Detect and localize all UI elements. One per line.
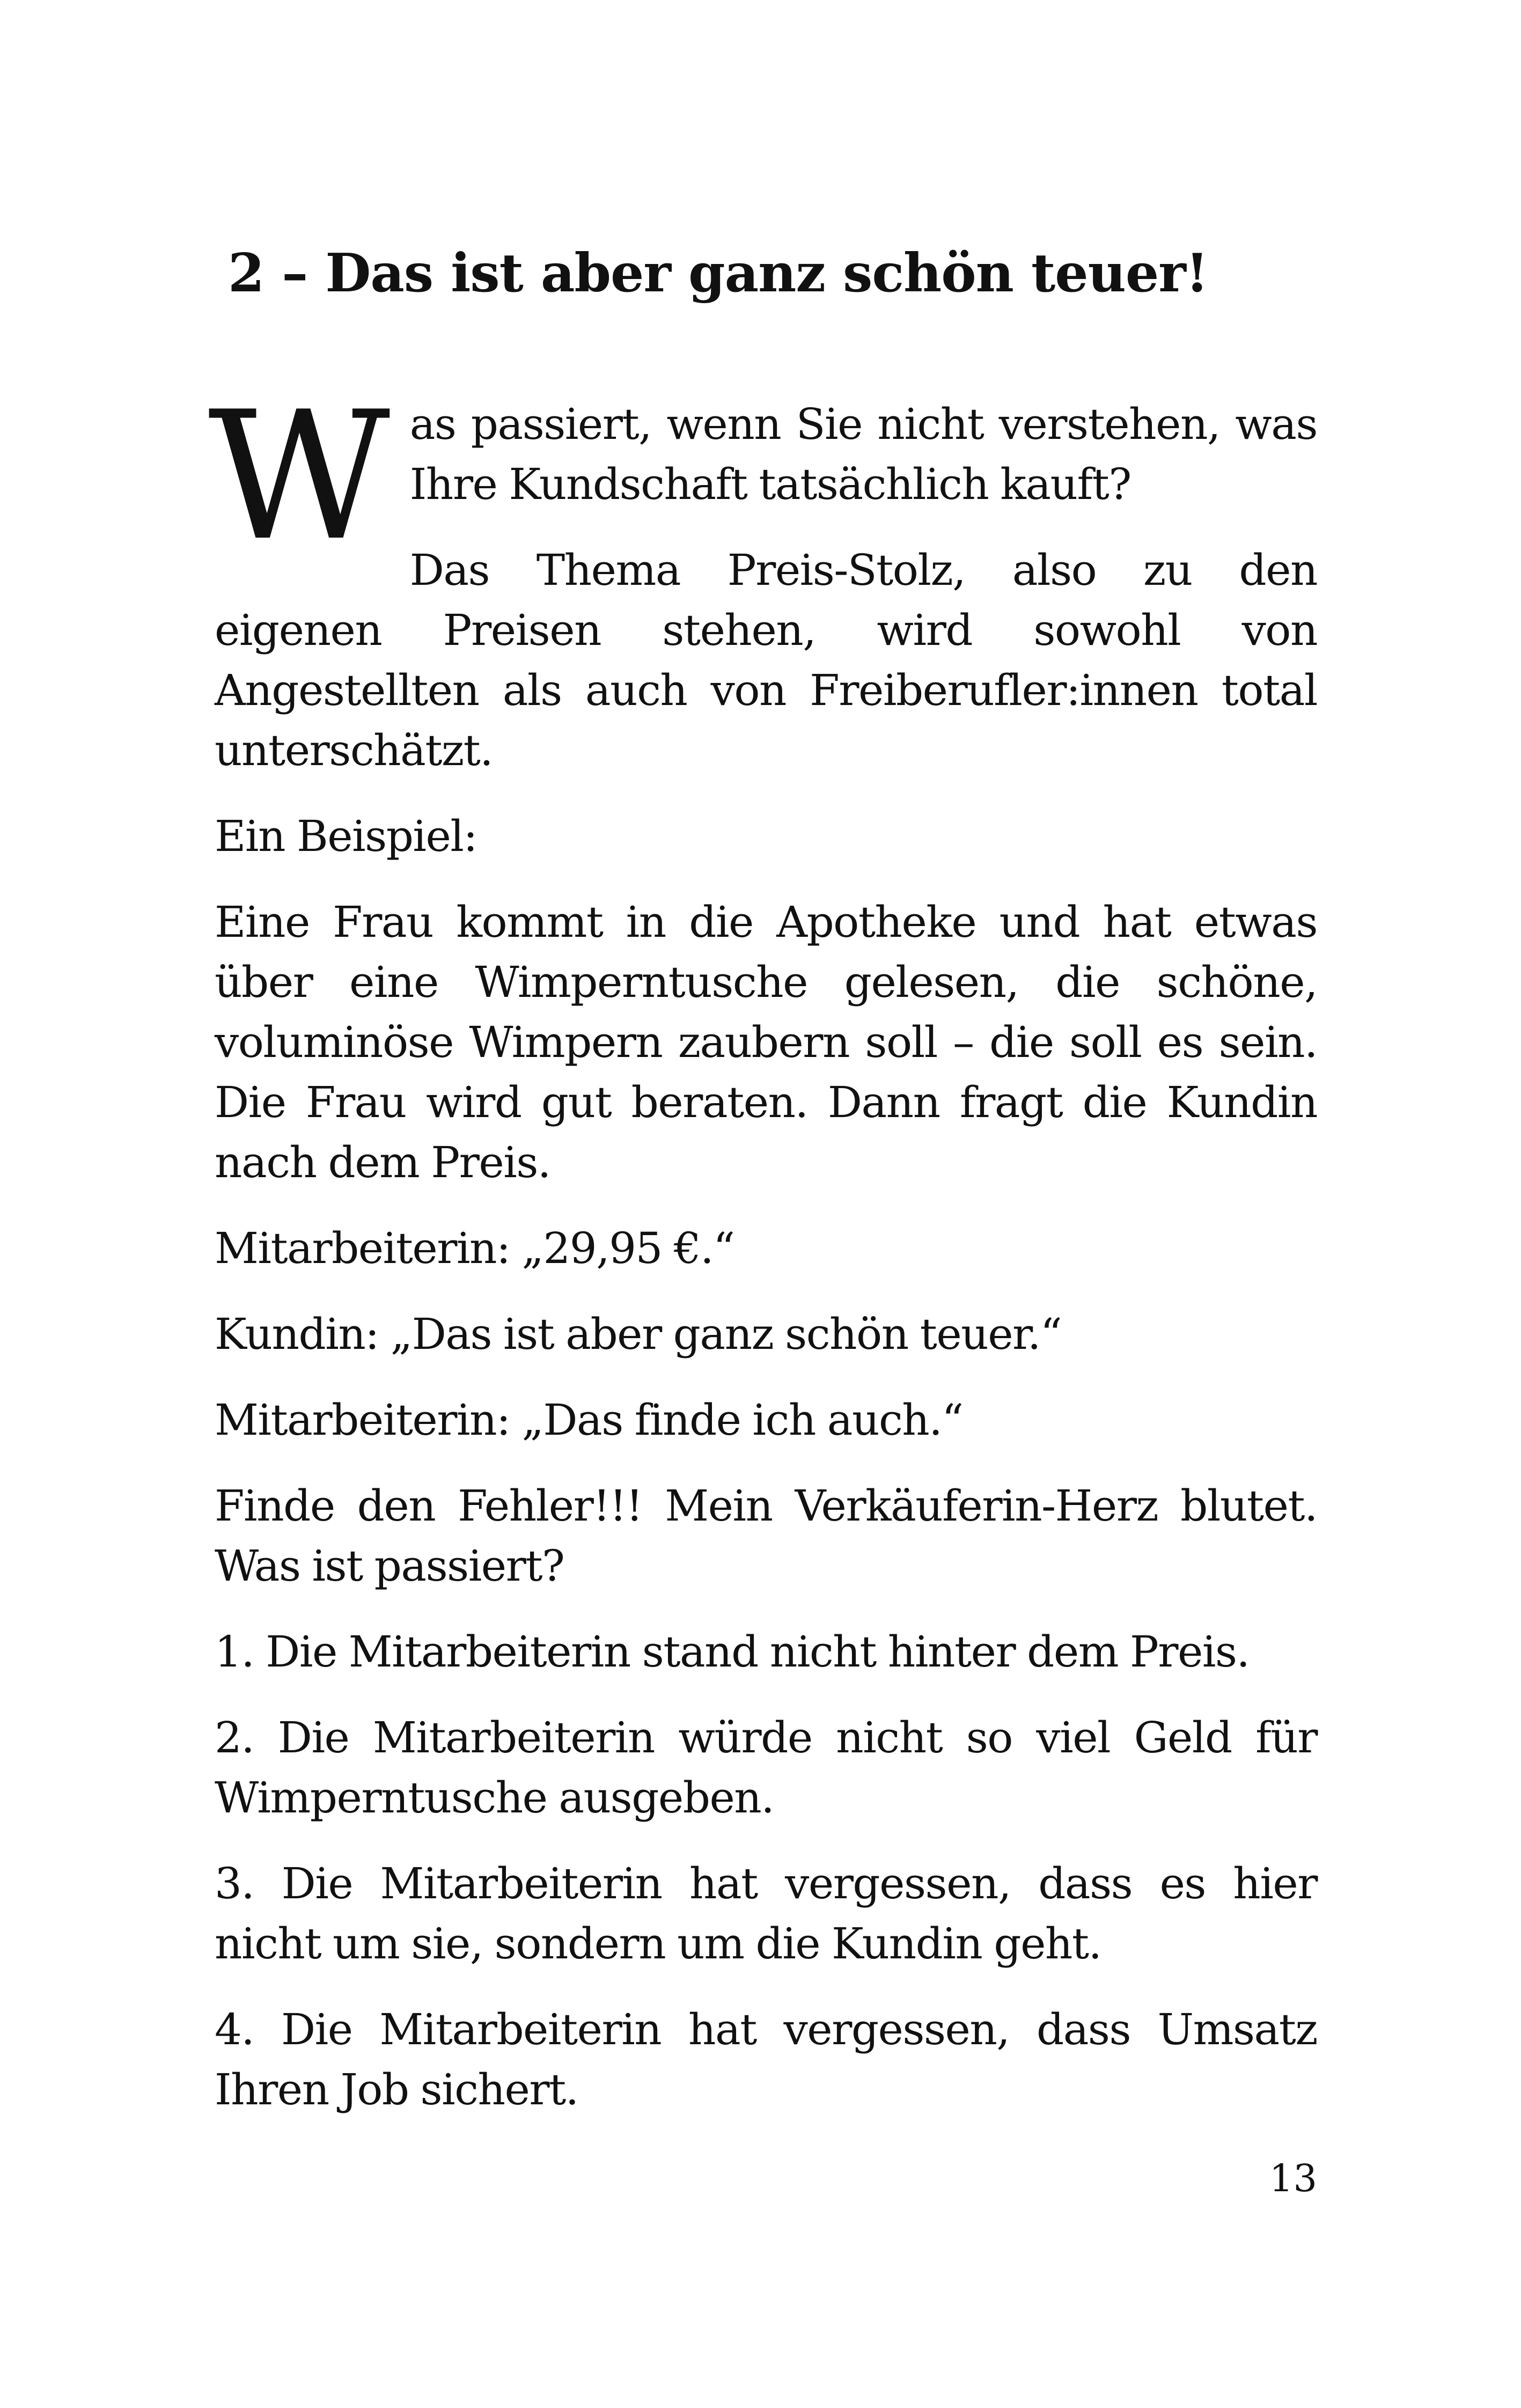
body-text (208, 373, 1317, 2146)
list-item-1: 1. Die Mitarbeiterin stand nicht hinter dem Preis. (215, 1627, 1250, 1677)
dialogue-line-employee-1: Mitarbeiterin: „29,95 €.“ (215, 1223, 734, 1273)
list-item-2: 2. Die Mitarbeiterin würde nicht so viel Geld für Wimperntusche ausgeben. (215, 1713, 1317, 1823)
dialogue-line-employee-2: Mitarbeiterin: „Das finde ich auch.“ (215, 1395, 963, 1445)
paragraph-example-story: Eine Frau kommt in die Apotheke und hat etwas über eine Wimperntusche gelesen, die schöne, voluminöse Wimpern zaubern soll – die soll es sein. Die Frau wird gut beraten. Dann fragt die Kundin nach dem Preis. (215, 897, 1317, 1187)
drop-cap: W (208, 373, 390, 579)
paragraph-find-error: Finde den Fehler!!! Mein Verkäuferin-Herz blutet. Was ist passiert? (215, 1481, 1317, 1591)
list-item-3: 3. Die Mitarbeiterin hat vergessen, dass es hier nicht um sie, sondern um die Kundin geht. (215, 1859, 1317, 1969)
paragraph-example-intro: Ein Beispiel: (215, 811, 477, 861)
paragraph-price-pride: Das Thema Preis-Stolz, also zu den eigenen Preisen stehen, wird sowohl von Angestellten als auch von Freiberufler:innen total unterschätzt. (215, 545, 1317, 775)
page-number: 13 (1269, 2156, 1317, 2200)
paragraph-question: as passiert, wenn Sie nicht verstehen, was Ihre Kundschaft tatsächlich kauft? (409, 399, 1317, 509)
dialogue-line-customer: Kundin: „Das ist aber ganz schön teuer.“ (215, 1309, 1062, 1359)
chapter-title: 2 – Das ist aber ganz schön teuer! (228, 243, 1208, 304)
list-item-4: 4. Die Mitarbeiterin hat vergessen, dass Umsatz Ihren Job sichert. (215, 2005, 1317, 2115)
opening-section (208, 373, 1317, 781)
